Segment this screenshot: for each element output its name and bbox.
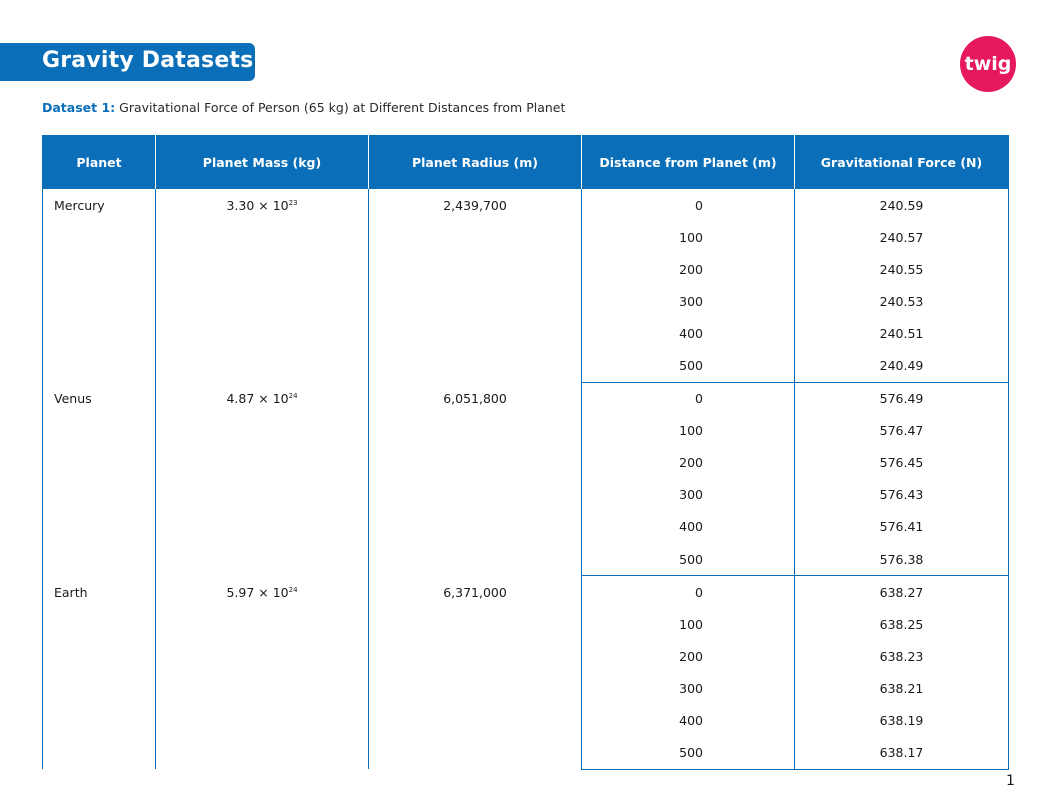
distance-cell bbox=[582, 576, 795, 609]
force-cell: 240.59 bbox=[795, 189, 1009, 221]
distance-value: 300 bbox=[679, 293, 703, 309]
distance-cell bbox=[582, 640, 795, 672]
distance-value: 0 bbox=[695, 391, 703, 407]
twig-logo bbox=[960, 36, 1016, 92]
dataset-description: Gravitational Force of Person (65 kg) at Different Distances from Planet bbox=[119, 100, 566, 115]
force-cell: 638.17 bbox=[795, 737, 1009, 770]
distance-value: 400 bbox=[679, 325, 703, 341]
planet-mass-cell bbox=[156, 576, 369, 770]
planet-name-cell: Venus bbox=[43, 382, 156, 576]
column-header-radius: Planet Radius (m) bbox=[369, 135, 582, 189]
distance-value: 500 bbox=[679, 745, 703, 761]
distance-value: 200 bbox=[679, 261, 703, 277]
distance-cell bbox=[582, 608, 795, 640]
force-cell: 240.57 bbox=[795, 221, 1009, 253]
distance-cell bbox=[582, 447, 795, 479]
distance-value: 100 bbox=[679, 616, 703, 632]
distance-cell bbox=[582, 317, 795, 349]
dataset-caption bbox=[42, 100, 565, 115]
distance-cell bbox=[582, 349, 795, 382]
force-cell: 240.49 bbox=[795, 349, 1009, 382]
distance-cell bbox=[582, 672, 795, 704]
page-title: Gravity Datasets bbox=[42, 48, 254, 73]
table-row bbox=[43, 382, 1009, 415]
distance-value: 0 bbox=[695, 197, 703, 213]
planet-radius-cell: 6,371,000 bbox=[369, 576, 582, 770]
distance-value: 300 bbox=[679, 487, 703, 503]
distance-cell bbox=[582, 253, 795, 285]
distance-cell bbox=[582, 479, 795, 511]
distance-value: 500 bbox=[679, 551, 703, 567]
page-number: 1 bbox=[1006, 773, 1015, 789]
force-cell: 638.27 bbox=[795, 576, 1009, 609]
distance-value: 300 bbox=[679, 680, 703, 696]
mass-mantissa: 4.87 × 10 bbox=[226, 391, 289, 407]
force-cell: 576.41 bbox=[795, 511, 1009, 543]
distance-cell bbox=[582, 415, 795, 447]
distance-value: 200 bbox=[679, 455, 703, 471]
distance-value: 0 bbox=[695, 584, 703, 600]
logo-text: twig bbox=[964, 53, 1012, 75]
distance-value: 400 bbox=[679, 713, 703, 729]
mass-exponent: 24 bbox=[288, 585, 298, 594]
force-cell: 638.25 bbox=[795, 608, 1009, 640]
distance-value: 400 bbox=[679, 519, 703, 535]
distance-value: 100 bbox=[679, 229, 703, 245]
table-header-row bbox=[43, 135, 1009, 189]
planet-name-cell: Mercury bbox=[43, 189, 156, 382]
force-cell: 240.53 bbox=[795, 285, 1009, 317]
column-header-force: Gravitational Force (N) bbox=[795, 135, 1009, 189]
force-cell: 638.19 bbox=[795, 705, 1009, 737]
force-cell: 576.45 bbox=[795, 447, 1009, 479]
distance-value: 200 bbox=[679, 648, 703, 664]
column-header-distance: Distance from Planet (m) bbox=[582, 135, 795, 189]
planet-mass-cell bbox=[156, 382, 369, 576]
table-body bbox=[43, 189, 1009, 769]
distance-cell bbox=[582, 189, 795, 221]
column-header-planet: Planet bbox=[43, 135, 156, 189]
distance-value: 500 bbox=[679, 358, 703, 374]
distance-cell bbox=[582, 705, 795, 737]
mass-exponent: 23 bbox=[288, 199, 298, 207]
title-banner bbox=[0, 43, 255, 81]
distance-cell bbox=[582, 382, 795, 415]
dataset-label: Dataset 1: bbox=[42, 100, 116, 115]
force-cell: 576.43 bbox=[795, 479, 1009, 511]
force-cell: 576.49 bbox=[795, 382, 1009, 415]
distance-value: 100 bbox=[679, 423, 703, 439]
planet-radius-cell: 2,439,700 bbox=[369, 189, 582, 382]
distance-cell bbox=[582, 511, 795, 543]
gravity-data-table bbox=[42, 135, 1009, 770]
force-cell: 240.55 bbox=[795, 253, 1009, 285]
planet-radius-cell: 6,051,800 bbox=[369, 382, 582, 576]
planet-name-cell: Earth bbox=[43, 576, 156, 770]
table-row bbox=[43, 189, 1009, 221]
mass-mantissa: 5.97 × 10 bbox=[226, 584, 289, 600]
distance-cell bbox=[582, 221, 795, 253]
column-header-mass: Planet Mass (kg) bbox=[156, 135, 369, 189]
distance-cell bbox=[582, 285, 795, 317]
force-cell: 576.38 bbox=[795, 543, 1009, 576]
force-cell: 638.23 bbox=[795, 640, 1009, 672]
force-cell: 576.47 bbox=[795, 415, 1009, 447]
table-row bbox=[43, 576, 1009, 609]
planet-mass-cell bbox=[156, 189, 369, 382]
force-cell: 240.51 bbox=[795, 317, 1009, 349]
mass-exponent: 24 bbox=[288, 392, 298, 401]
mass-mantissa: 3.30 × 10 bbox=[226, 198, 289, 213]
distance-cell bbox=[582, 543, 795, 576]
distance-cell bbox=[582, 737, 795, 770]
force-cell: 638.21 bbox=[795, 672, 1009, 704]
